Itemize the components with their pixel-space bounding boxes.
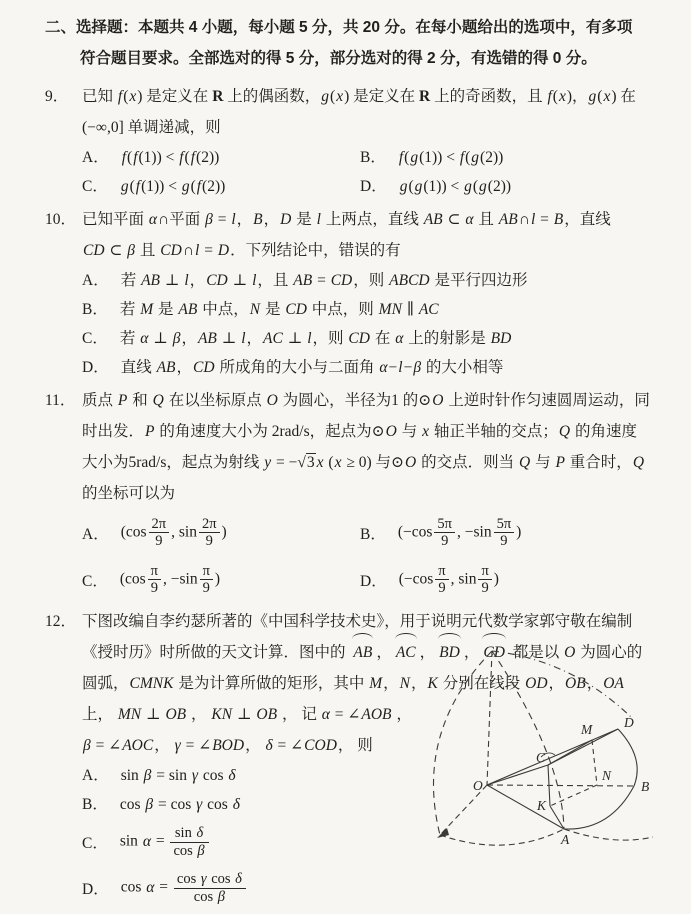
question-12-line: 《授时历》时所做的天文计算．图中的 AB ， AC ， BD ， CD 都是以 O 为圆心的 <box>45 637 665 668</box>
option-label: C． <box>82 330 108 347</box>
option-label: A． <box>82 525 109 543</box>
option-D <box>360 172 665 201</box>
option-label: A． <box>82 272 109 289</box>
overarc: BD <box>437 637 462 668</box>
option-text: 若 α ⊥ β，AB ⊥ l，AC ⊥ l，则 CD 在 α 上的射影是 BD <box>119 330 512 347</box>
option-label: D． <box>82 881 109 898</box>
option-C <box>82 172 360 201</box>
option-text: sin β = sin γ cos δ <box>120 767 236 784</box>
fraction: $\frac{\text{cos γ cos δ}}{\text{cos β}}$ <box>174 871 246 904</box>
option-label: B． <box>360 525 386 543</box>
option-A <box>82 266 665 295</box>
option-label: C． <box>82 572 108 590</box>
question-10-options <box>45 266 665 382</box>
fraction: $\frac{5\pi}{9}$ <box>434 516 455 549</box>
option-C <box>82 556 360 603</box>
option-text: (cos $\frac{\pi}{9}$ , −sin $\frac{\pi}{9}$ ) <box>119 562 221 596</box>
option-C <box>82 324 665 353</box>
sphere-diagram <box>422 646 688 896</box>
overarc: CD <box>481 637 507 668</box>
option-label: B． <box>82 301 108 318</box>
question-12-line: 上， MN ⊥ OB ， KN ⊥ OB ， 记 α = ∠AOB ， <box>82 706 412 723</box>
figure-line <box>592 740 597 785</box>
question-number: 11． <box>45 392 76 409</box>
question-text: 已知 f(x) 是定义在 R 上的偶函数，g(x) 是定义在 R 上的奇函数，且 f(x)，g(x) 在 <box>82 88 636 105</box>
point-label-N: N <box>602 768 612 783</box>
question-text: 质点 P 和 Q 在以坐标原点 O 为圆心，半径为1 的⊙O 上逆时针作匀速圆周运动，同 <box>82 392 650 409</box>
option-text: 若 AB ⊥ l，CD ⊥ l，且 AB = CD，则 ABCD 是平行四边形 <box>120 272 528 289</box>
question-9 <box>45 81 665 201</box>
fraction: $\frac{\pi}{9}$ <box>200 563 213 596</box>
option-label: B． <box>82 796 108 813</box>
figure-line <box>487 651 492 785</box>
question-text: 下图改编自李约瑟所著的《中国科学技术史》，用于说明元代数学家郭守敬在编制 <box>82 613 633 630</box>
option-text: 若 M 是 AB 中点，N 是 CD 中点，则 MN ∥ AC <box>119 301 439 318</box>
option-text: cos α = $\frac{\text{cos γ cos δ}}{\text{cos β}}$ <box>121 871 248 904</box>
option-label: C． <box>82 178 108 195</box>
arc-glyph <box>352 633 373 640</box>
point-label-B: B <box>641 779 650 794</box>
option-text: cos β = cos γ cos δ <box>119 796 240 813</box>
option-text: sin α = $\frac{\text{sin δ}}{\text{cos β}}$ <box>120 825 211 858</box>
figure-line <box>618 729 637 786</box>
fraction: $\frac{5\pi}{9}$ <box>494 516 515 549</box>
option-B <box>82 295 665 324</box>
option-A <box>82 143 360 172</box>
question-12-line: β = ∠AOC， γ = ∠BOD， δ = ∠COD， 则 <box>83 737 373 754</box>
option-B <box>360 509 665 556</box>
option-text: (cos $\frac{2\pi}{9}$ , sin $\frac{2\pi}{9}$ ) <box>120 515 227 549</box>
section-header <box>45 12 665 74</box>
question-9-line <box>45 81 665 112</box>
question-12-line: 圆弧，CMNK 是为计算所做的矩形，其中 M，N，K 分别在线段 OD，OB，OA <box>82 675 624 692</box>
fraction: $\frac{2\pi}{9}$ <box>149 516 170 549</box>
overarc: AC <box>394 637 418 668</box>
question-text: 已知平面 α∩平面 β = l，B，D 是 l 上两点，直线 AB ⊂ α 且 AB∩l = B，直线 <box>82 211 611 228</box>
question-10-line <box>45 204 665 235</box>
q12-figure <box>422 646 688 896</box>
option-label: D． <box>82 359 109 376</box>
option-D <box>360 556 665 603</box>
fraction: $\frac{\pi}{9}$ <box>148 563 161 596</box>
figure-line <box>550 785 597 806</box>
figure-line <box>487 785 634 786</box>
option-B <box>360 143 665 172</box>
option-label: D． <box>360 572 387 590</box>
figure-line <box>487 729 618 785</box>
figure-line <box>548 740 592 765</box>
fraction: $\frac{\text{sin δ}}{\text{cos β}}$ <box>170 825 208 858</box>
question-11 <box>45 385 665 603</box>
question-number: 10． <box>45 211 77 228</box>
fraction: $\frac{\pi}{9}$ <box>435 563 448 596</box>
point-label-D: D <box>624 715 634 730</box>
question-11-line: 时出发．P 的角速度大小为 2rad/s，起点为⊙O 与 x 轴正半轴的交点；Q 的角速度 <box>82 423 637 440</box>
fraction: $\frac{\pi}{9}$ <box>478 563 491 596</box>
figure-line <box>492 651 564 829</box>
point-label-O: O <box>473 778 483 793</box>
point-label-M: M <box>581 722 593 737</box>
figure-line <box>564 786 634 829</box>
arc-glyph <box>395 633 417 640</box>
figure-line <box>564 829 653 840</box>
point-label-A: A <box>561 832 570 847</box>
question-11-line <box>45 385 665 416</box>
option-label: A． <box>82 149 109 166</box>
option-text: (−cos $\frac{\pi}{9}$ , sin $\frac{\pi}{9}$ ) <box>398 562 499 596</box>
question-9-options <box>45 143 665 201</box>
section-line: 二、选择题：本题共 4 小题，每小题 5 分，共 20 分。在每小题给出的选项中，有多项 <box>45 19 633 36</box>
figure-line <box>434 651 493 835</box>
question-number: 9． <box>45 88 69 105</box>
option-text: f(f(1)) < f(f(2)) <box>121 149 220 166</box>
option-D <box>82 353 665 382</box>
option-label: A． <box>82 767 109 784</box>
option-label: D． <box>360 178 387 195</box>
question-11-line: 大小为5rad/s，起点为射线 y = −√3 x (x ≥ 0) 与⊙O 的交点．则当 Q 与 P 重合时，Q <box>82 454 645 471</box>
option-text: f(g(1)) < f(g(2)) <box>398 149 504 166</box>
figure-line <box>440 829 564 845</box>
option-label: B． <box>360 149 386 166</box>
question-10-line: CD ⊂ β 且 CD∩l = D．下列结论中，错误的有 <box>83 242 401 259</box>
option-A <box>82 509 360 556</box>
question-number: 12． <box>45 613 77 630</box>
question-11-line: 的坐标可以为 <box>82 485 176 502</box>
question-9-line: (−∞,0] 单调递减，则 <box>82 119 221 136</box>
option-text: (−cos $\frac{5\pi}{9}$ , −sin $\frac{5\pi}{9}$ ) <box>397 515 522 549</box>
option-text: 直线 AB，CD 所成角的大小与二面角 α−l−β 的大小相等 <box>120 359 504 376</box>
fraction: $\frac{2\pi}{9}$ <box>199 516 220 549</box>
figure-line <box>487 765 548 785</box>
figure-line <box>487 785 564 829</box>
point-label-K: K <box>537 798 547 813</box>
section-line: 符合题目要求。全部选对的得 5 分，部分选对的得 2 分，有选错的得 0 分。 <box>80 50 597 67</box>
point-label-C: C <box>536 750 546 765</box>
question-11-options <box>45 509 665 603</box>
question-12-line <box>45 606 665 637</box>
option-text: g(f(1)) < g(f(2)) <box>120 178 226 195</box>
overarc: AB <box>351 637 374 668</box>
arc-glyph <box>482 633 506 640</box>
question-10 <box>45 204 665 382</box>
option-label: C． <box>82 835 108 852</box>
arc-glyph <box>438 633 461 640</box>
option-text: g(g(1)) < g(g(2)) <box>399 178 512 195</box>
